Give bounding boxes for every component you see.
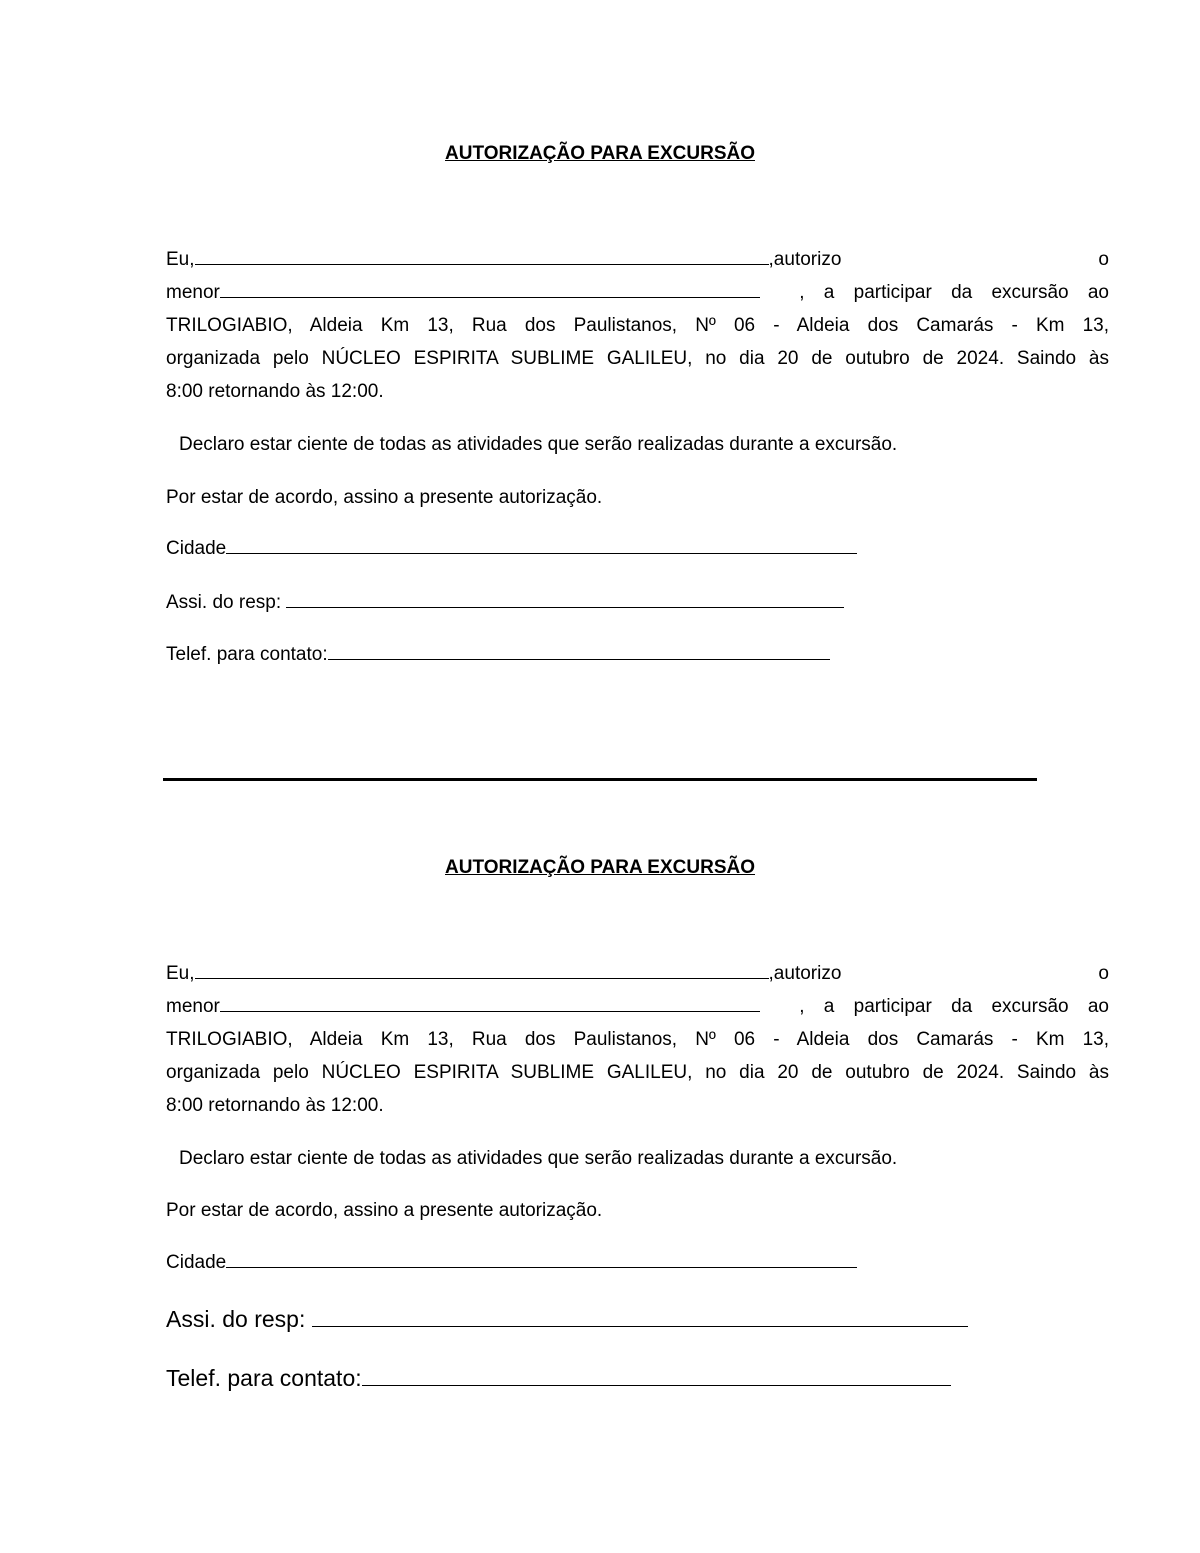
city-field[interactable]: [226, 552, 857, 554]
minor-name-field[interactable]: [220, 296, 760, 298]
form-title: AUTORIZAÇÃO PARA EXCURSÃO: [445, 143, 755, 164]
name-line: [166, 249, 1109, 271]
body-line-3: 8:00 retornando às 12:00.: [166, 381, 384, 402]
body-line-1: TRILOGIABIO, Aldeia Km 13, Rua dos Paulistanos, Nº 06 - Aldeia dos Camarás - Km 13,: [166, 1029, 1109, 1050]
city-line: [166, 1252, 857, 1274]
eu-label: Eu,: [166, 963, 195, 984]
autorizo-text: ,autorizo: [768, 963, 842, 984]
form-title: AUTORIZAÇÃO PARA EXCURSÃO: [445, 857, 755, 878]
autorizo-text: ,autorizo: [768, 249, 842, 270]
body-line-2: organizada pelo NÚCLEO ESPIRITA SUBLIME GALILEU, no dia 20 de outubro de 2024. Saindo às: [166, 1062, 1109, 1083]
phone-line: [166, 644, 830, 666]
phone-line: [166, 1365, 951, 1392]
minor-line: [166, 996, 1109, 1018]
menor-label: menor: [166, 282, 220, 303]
body-line-2: organizada pelo NÚCLEO ESPIRITA SUBLIME GALILEU, no dia 20 de outubro de 2024. Saindo às: [166, 348, 1109, 369]
declaration-text: Declaro estar ciente de todas as atividades que serão realizadas durante a excursão.: [179, 1148, 898, 1169]
body-line-3: 8:00 retornando às 12:00.: [166, 1095, 384, 1116]
city-label: Cidade: [166, 538, 227, 559]
eu-label: Eu,: [166, 249, 195, 270]
signature-line: [166, 592, 844, 614]
o-word: o: [1098, 249, 1109, 270]
signature-label: Assi. do resp:: [166, 1306, 306, 1332]
phone-field[interactable]: [328, 658, 830, 660]
participar-text: , a participar da excursão ao: [799, 282, 1109, 303]
agreement-text: Por estar de acordo, assino a presente autorização.: [166, 1200, 603, 1221]
phone-label: Telef. para contato:: [166, 644, 328, 665]
cut-separator-line: [163, 778, 1037, 781]
city-line: [166, 538, 857, 560]
city-label: Cidade: [166, 1252, 227, 1273]
signature-field[interactable]: [312, 1325, 968, 1327]
declaration-text: Declaro estar ciente de todas as atividades que serão realizadas durante a excursão.: [179, 434, 898, 455]
guardian-name-field[interactable]: [195, 977, 769, 979]
agreement-text: Por estar de acordo, assino a presente autorização.: [166, 487, 603, 508]
minor-line: [166, 282, 1109, 304]
name-line: [166, 963, 1109, 985]
body-line-1: TRILOGIABIO, Aldeia Km 13, Rua dos Paulistanos, Nº 06 - Aldeia dos Camarás - Km 13,: [166, 315, 1109, 336]
guardian-name-field[interactable]: [195, 263, 769, 265]
participar-text: , a participar da excursão ao: [799, 996, 1109, 1017]
signature-label: Assi. do resp:: [166, 592, 282, 613]
phone-field[interactable]: [362, 1384, 951, 1386]
o-word: o: [1098, 963, 1109, 984]
menor-label: menor: [166, 996, 220, 1017]
minor-name-field[interactable]: [220, 1010, 760, 1012]
phone-label: Telef. para contato:: [166, 1365, 362, 1391]
signature-line: [166, 1306, 968, 1333]
city-field[interactable]: [226, 1266, 857, 1268]
signature-field[interactable]: [286, 606, 844, 608]
